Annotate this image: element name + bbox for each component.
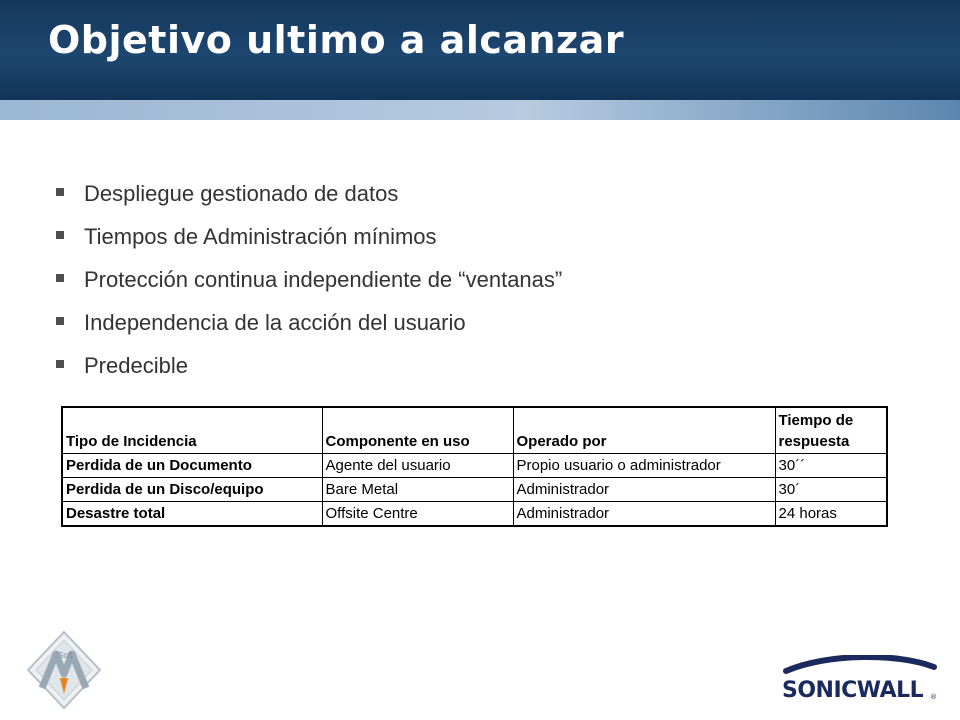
square-bullet-icon bbox=[56, 231, 64, 239]
square-bullet-icon bbox=[56, 360, 64, 368]
bullet-text: Despliegue gestionado de datos bbox=[84, 180, 399, 206]
table-cell: Administrador bbox=[513, 478, 775, 502]
slide-title: Objetivo ultimo a alcanzar bbox=[48, 18, 625, 62]
table-cell: Propio usuario o administrador bbox=[513, 454, 775, 478]
bullet-item bbox=[56, 301, 562, 344]
bullet-text: Predecible bbox=[84, 352, 188, 378]
slide-header bbox=[0, 0, 960, 100]
bullet-text: Protección continua independiente de “ventanas” bbox=[84, 266, 563, 292]
header-band bbox=[0, 100, 960, 120]
header-cell: Operado por bbox=[513, 407, 775, 454]
bullet-item bbox=[56, 215, 562, 258]
table-cell: Administrador bbox=[513, 502, 775, 527]
bullet-text: Tiempos de Administración mínimos bbox=[84, 223, 437, 249]
table-header-row bbox=[62, 407, 887, 454]
sonicwall-logo bbox=[778, 655, 940, 703]
table-cell: Perdida de un Documento bbox=[62, 454, 322, 478]
table-cell: Bare Metal bbox=[322, 478, 513, 502]
header-cell: Tipo de Incidencia bbox=[62, 407, 322, 454]
header-cell: Tiempo de respuesta bbox=[775, 407, 887, 454]
table-cell: 24 horas bbox=[775, 502, 887, 527]
logo-left-text: Soft bbox=[58, 651, 73, 660]
table-cell: Offsite Centre bbox=[322, 502, 513, 527]
table-row bbox=[62, 454, 887, 478]
bullet-item bbox=[56, 344, 562, 387]
square-bullet-icon bbox=[56, 188, 64, 196]
svg-text:®: ® bbox=[930, 693, 937, 701]
square-bullet-icon bbox=[56, 317, 64, 325]
company-logo-icon bbox=[24, 628, 104, 712]
table-cell: Agente del usuario bbox=[322, 454, 513, 478]
bullet-item bbox=[56, 258, 562, 301]
bullet-item bbox=[56, 172, 562, 215]
table-row bbox=[62, 502, 887, 527]
incidence-table bbox=[61, 406, 888, 527]
table-row bbox=[62, 478, 887, 502]
bullet-text: Independencia de la acción del usuario bbox=[84, 309, 466, 335]
table-cell: Desastre total bbox=[62, 502, 322, 527]
bullet-list bbox=[56, 172, 562, 387]
table-cell: 30´ bbox=[775, 478, 887, 502]
table-cell: Perdida de un Disco/equipo bbox=[62, 478, 322, 502]
table-cell: 30´´ bbox=[775, 454, 887, 478]
header-cell: Componente en uso bbox=[322, 407, 513, 454]
square-bullet-icon bbox=[56, 274, 64, 282]
logo-right-text: SONICWALL bbox=[782, 678, 924, 703]
